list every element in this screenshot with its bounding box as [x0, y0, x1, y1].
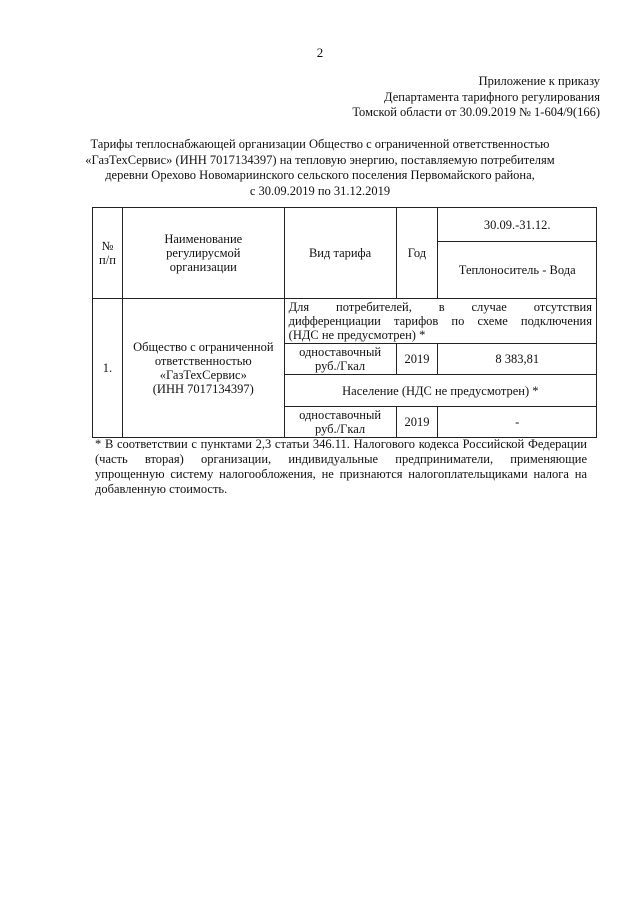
header-period: 30.09.-31.12.	[438, 208, 597, 242]
footnote: * В соответствии с пунктами 2,3 статьи 346.11. Налогового кодекса Российской Федерации (часть вторая) организации, индивидуальные предприниматели, применяющие упрощенную систему налогообложения, не признаются налогоплательщиками налога на добавленную стоимость.	[95, 437, 587, 496]
consumer-group-general: Для потребителей, в случае отсутствия дифференциации тарифов по схеме подключения (НДС не предусмотрен) *	[284, 299, 596, 344]
title-line: Тарифы теплоснабжающей организации Общество с ограниченной ответственностью	[90, 137, 550, 151]
title-line: деревни Орехово Новомариинского сельского поселения Первомайского района,	[105, 168, 535, 182]
header-tariff-type: Вид тарифа	[284, 208, 396, 299]
header-number: № п/п	[93, 208, 123, 299]
title-line: с 30.09.2019 по 31.12.2019	[249, 183, 391, 198]
appendix-line: Приложение к приказу	[478, 74, 600, 88]
consumer-group-population: Население (НДС не предусмотрен) *	[284, 375, 596, 407]
appendix-line: Департамента тарифного регулирования	[384, 89, 600, 104]
appendix-header	[280, 74, 600, 121]
tariff-table	[92, 207, 597, 438]
tariff-type-cell: одноставочный руб./Гкал	[284, 344, 396, 375]
row-org-name: Общество с ограниченной ответственностью «ГазТехСервис» (ИНН 7017134397)	[122, 299, 284, 438]
document-title	[60, 137, 580, 199]
row-number: 1.	[93, 299, 123, 438]
year-cell: 2019	[396, 344, 438, 375]
header-carrier: Теплоноситель - Вода	[438, 242, 597, 299]
tariff-value-cell: 8 383,81	[438, 344, 597, 375]
appendix-line: Томской области от 30.09.2019 № 1-604/9(166)	[352, 105, 600, 119]
title-line: «ГазТехСервис» (ИНН 7017134397) на тепловую энергию, поставляемую потребителям	[85, 152, 555, 167]
tariff-value-cell: -	[438, 407, 597, 438]
tariff-type-cell: одноставочный руб./Гкал	[284, 407, 396, 438]
header-org-name: Наименование регулирусмой организации	[122, 208, 284, 299]
page-number: 2	[316, 45, 324, 60]
header-year: Год	[396, 208, 438, 299]
year-cell: 2019	[396, 407, 438, 438]
